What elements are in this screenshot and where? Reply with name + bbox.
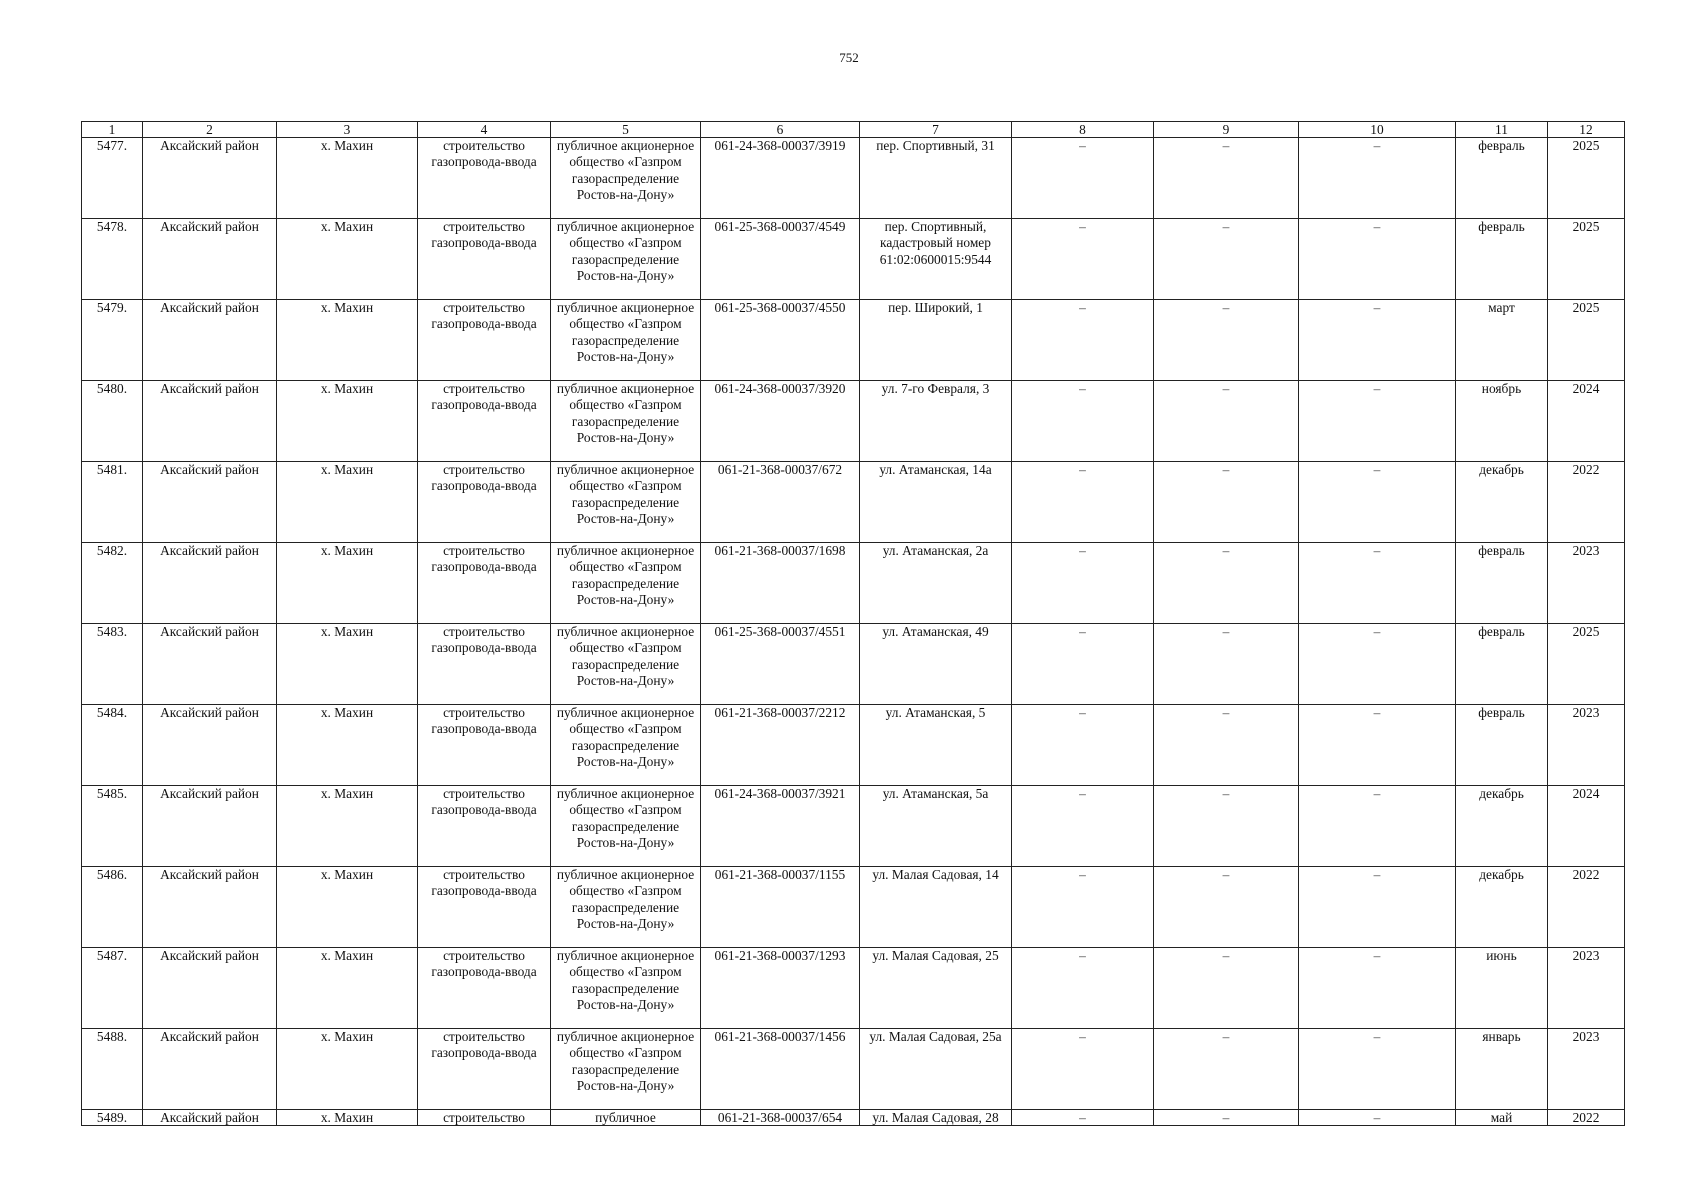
year-cell: 2023	[1548, 705, 1625, 786]
table-row	[82, 786, 1625, 867]
col8-cell: –	[1012, 543, 1154, 624]
registry-number-cell: 061-25-368-00037/4550	[701, 300, 860, 381]
district-cell: Аксайский район	[143, 381, 277, 462]
year-cell: 2025	[1548, 624, 1625, 705]
organization-cell: публичное акционерное общество «Газпром газораспределение Ростов-на-Дону»	[551, 624, 701, 705]
district-cell: Аксайский район	[143, 1110, 277, 1126]
col8-cell: –	[1012, 1110, 1154, 1126]
table-row	[82, 1029, 1625, 1110]
row-number: 5487.	[82, 948, 143, 1029]
month-cell: декабрь	[1456, 867, 1548, 948]
row-number: 5489.	[82, 1110, 143, 1126]
row-number: 5486.	[82, 867, 143, 948]
registry-table	[81, 121, 1625, 1126]
col9-cell: –	[1154, 786, 1299, 867]
registry-number-cell: 061-25-368-00037/4551	[701, 624, 860, 705]
column-header: 5	[551, 122, 701, 138]
organization-cell: публичное акционерное общество «Газпром газораспределение Ростов-на-Дону»	[551, 705, 701, 786]
organization-cell: публичное акционерное общество «Газпром газораспределение Ростов-на-Дону»	[551, 543, 701, 624]
registry-number-cell: 061-21-368-00037/654	[701, 1110, 860, 1126]
address-cell: ул. Атаманская, 2а	[860, 543, 1012, 624]
table-row	[82, 462, 1625, 543]
district-cell: Аксайский район	[143, 624, 277, 705]
organization-cell: публичное акционерное общество «Газпром газораспределение Ростов-на-Дону»	[551, 948, 701, 1029]
registry-number-cell: 061-24-368-00037/3919	[701, 138, 860, 219]
registry-number-cell: 061-24-368-00037/3920	[701, 381, 860, 462]
work-type-cell: строительство газопровода-ввода	[418, 867, 551, 948]
col8-cell: –	[1012, 300, 1154, 381]
registry-number-cell: 061-21-368-00037/1293	[701, 948, 860, 1029]
district-cell: Аксайский район	[143, 1029, 277, 1110]
col10-cell: –	[1299, 138, 1456, 219]
month-cell: февраль	[1456, 219, 1548, 300]
row-number: 5485.	[82, 786, 143, 867]
year-cell: 2024	[1548, 786, 1625, 867]
col9-cell: –	[1154, 219, 1299, 300]
settlement-cell: х. Махин	[277, 786, 418, 867]
registry-number-cell: 061-25-368-00037/4549	[701, 219, 860, 300]
row-number: 5484.	[82, 705, 143, 786]
col10-cell: –	[1299, 948, 1456, 1029]
row-number: 5479.	[82, 300, 143, 381]
table-row	[82, 300, 1625, 381]
column-header: 3	[277, 122, 418, 138]
address-cell: ул. Малая Садовая, 25а	[860, 1029, 1012, 1110]
table-row	[82, 624, 1625, 705]
address-cell: пер. Спортивный, 31	[860, 138, 1012, 219]
settlement-cell: х. Махин	[277, 219, 418, 300]
district-cell: Аксайский район	[143, 138, 277, 219]
organization-cell: публичное	[551, 1110, 701, 1126]
col8-cell: –	[1012, 948, 1154, 1029]
col9-cell: –	[1154, 867, 1299, 948]
month-cell: февраль	[1456, 138, 1548, 219]
district-cell: Аксайский район	[143, 300, 277, 381]
address-cell: пер. Спортивный, кадастровый номер 61:02:0600015:9544	[860, 219, 1012, 300]
col9-cell: –	[1154, 138, 1299, 219]
work-type-cell: строительство	[418, 1110, 551, 1126]
row-number: 5480.	[82, 381, 143, 462]
year-cell: 2022	[1548, 867, 1625, 948]
settlement-cell: х. Махин	[277, 1110, 418, 1126]
month-cell: декабрь	[1456, 786, 1548, 867]
organization-cell: публичное акционерное общество «Газпром газораспределение Ростов-на-Дону»	[551, 219, 701, 300]
work-type-cell: строительство газопровода-ввода	[418, 948, 551, 1029]
col10-cell: –	[1299, 381, 1456, 462]
year-cell: 2025	[1548, 300, 1625, 381]
col8-cell: –	[1012, 381, 1154, 462]
address-cell: ул. Атаманская, 5	[860, 705, 1012, 786]
row-number: 5482.	[82, 543, 143, 624]
col9-cell: –	[1154, 462, 1299, 543]
column-header: 1	[82, 122, 143, 138]
district-cell: Аксайский район	[143, 867, 277, 948]
col10-cell: –	[1299, 1029, 1456, 1110]
registry-number-cell: 061-21-368-00037/1456	[701, 1029, 860, 1110]
organization-cell: публичное акционерное общество «Газпром газораспределение Ростов-на-Дону»	[551, 138, 701, 219]
organization-cell: публичное акционерное общество «Газпром газораспределение Ростов-на-Дону»	[551, 300, 701, 381]
month-cell: май	[1456, 1110, 1548, 1126]
settlement-cell: х. Махин	[277, 138, 418, 219]
col8-cell: –	[1012, 138, 1154, 219]
row-number: 5488.	[82, 1029, 143, 1110]
registry-number-cell: 061-21-368-00037/1698	[701, 543, 860, 624]
row-number: 5477.	[82, 138, 143, 219]
column-header: 2	[143, 122, 277, 138]
month-cell: ноябрь	[1456, 381, 1548, 462]
col9-cell: –	[1154, 381, 1299, 462]
col10-cell: –	[1299, 219, 1456, 300]
col10-cell: –	[1299, 867, 1456, 948]
col9-cell: –	[1154, 1110, 1299, 1126]
organization-cell: публичное акционерное общество «Газпром газораспределение Ростов-на-Дону»	[551, 786, 701, 867]
col9-cell: –	[1154, 948, 1299, 1029]
address-cell: ул. Атаманская, 14а	[860, 462, 1012, 543]
month-cell: март	[1456, 300, 1548, 381]
work-type-cell: строительство газопровода-ввода	[418, 462, 551, 543]
settlement-cell: х. Махин	[277, 543, 418, 624]
month-cell: февраль	[1456, 705, 1548, 786]
registry-number-cell: 061-21-368-00037/1155	[701, 867, 860, 948]
page-number: 752	[839, 50, 859, 65]
address-cell: ул. Малая Садовая, 14	[860, 867, 1012, 948]
settlement-cell: х. Махин	[277, 705, 418, 786]
registry-number-cell: 061-21-368-00037/672	[701, 462, 860, 543]
address-cell: ул. Малая Садовая, 25	[860, 948, 1012, 1029]
month-cell: февраль	[1456, 543, 1548, 624]
row-number: 5483.	[82, 624, 143, 705]
district-cell: Аксайский район	[143, 219, 277, 300]
column-number-row	[82, 122, 1625, 138]
work-type-cell: строительство газопровода-ввода	[418, 219, 551, 300]
col10-cell: –	[1299, 624, 1456, 705]
work-type-cell: строительство газопровода-ввода	[418, 705, 551, 786]
col10-cell: –	[1299, 543, 1456, 624]
district-cell: Аксайский район	[143, 462, 277, 543]
col9-cell: –	[1154, 543, 1299, 624]
organization-cell: публичное акционерное общество «Газпром газораспределение Ростов-на-Дону»	[551, 462, 701, 543]
column-header: 4	[418, 122, 551, 138]
year-cell: 2023	[1548, 1029, 1625, 1110]
table-row	[82, 543, 1625, 624]
work-type-cell: строительство газопровода-ввода	[418, 624, 551, 705]
address-cell: ул. 7-го Февраля, 3	[860, 381, 1012, 462]
year-cell: 2025	[1548, 219, 1625, 300]
work-type-cell: строительство газопровода-ввода	[418, 1029, 551, 1110]
work-type-cell: строительство газопровода-ввода	[418, 138, 551, 219]
col8-cell: –	[1012, 624, 1154, 705]
row-number: 5478.	[82, 219, 143, 300]
col9-cell: –	[1154, 705, 1299, 786]
address-cell: ул. Атаманская, 5а	[860, 786, 1012, 867]
year-cell: 2023	[1548, 948, 1625, 1029]
district-cell: Аксайский район	[143, 948, 277, 1029]
organization-cell: публичное акционерное общество «Газпром газораспределение Ростов-на-Дону»	[551, 867, 701, 948]
year-cell: 2023	[1548, 543, 1625, 624]
work-type-cell: строительство газопровода-ввода	[418, 786, 551, 867]
table-row	[82, 381, 1625, 462]
registry-number-cell: 061-24-368-00037/3921	[701, 786, 860, 867]
col8-cell: –	[1012, 705, 1154, 786]
col10-cell: –	[1299, 462, 1456, 543]
district-cell: Аксайский район	[143, 786, 277, 867]
col9-cell: –	[1154, 624, 1299, 705]
settlement-cell: х. Махин	[277, 1029, 418, 1110]
column-header: 8	[1012, 122, 1154, 138]
row-number: 5481.	[82, 462, 143, 543]
table-row	[82, 138, 1625, 219]
year-cell: 2022	[1548, 462, 1625, 543]
column-header: 12	[1548, 122, 1625, 138]
address-cell: ул. Атаманская, 49	[860, 624, 1012, 705]
column-header: 7	[860, 122, 1012, 138]
col8-cell: –	[1012, 786, 1154, 867]
table-row	[82, 219, 1625, 300]
year-cell: 2025	[1548, 138, 1625, 219]
col8-cell: –	[1012, 219, 1154, 300]
work-type-cell: строительство газопровода-ввода	[418, 543, 551, 624]
column-header: 6	[701, 122, 860, 138]
registry-number-cell: 061-21-368-00037/2212	[701, 705, 860, 786]
col8-cell: –	[1012, 462, 1154, 543]
table-row	[82, 948, 1625, 1029]
address-cell: пер. Широкий, 1	[860, 300, 1012, 381]
col10-cell: –	[1299, 786, 1456, 867]
col10-cell: –	[1299, 1110, 1456, 1126]
col9-cell: –	[1154, 300, 1299, 381]
work-type-cell: строительство газопровода-ввода	[418, 381, 551, 462]
settlement-cell: х. Махин	[277, 948, 418, 1029]
month-cell: июнь	[1456, 948, 1548, 1029]
column-header: 9	[1154, 122, 1299, 138]
month-cell: декабрь	[1456, 462, 1548, 543]
settlement-cell: х. Махин	[277, 462, 418, 543]
organization-cell: публичное акционерное общество «Газпром газораспределение Ростов-на-Дону»	[551, 381, 701, 462]
settlement-cell: х. Махин	[277, 867, 418, 948]
col8-cell: –	[1012, 1029, 1154, 1110]
column-header: 11	[1456, 122, 1548, 138]
district-cell: Аксайский район	[143, 543, 277, 624]
column-header: 10	[1299, 122, 1456, 138]
address-cell: ул. Малая Садовая, 28	[860, 1110, 1012, 1126]
col10-cell: –	[1299, 705, 1456, 786]
table-row	[82, 1110, 1625, 1126]
year-cell: 2022	[1548, 1110, 1625, 1126]
year-cell: 2024	[1548, 381, 1625, 462]
table-row	[82, 705, 1625, 786]
district-cell: Аксайский район	[143, 705, 277, 786]
month-cell: январь	[1456, 1029, 1548, 1110]
settlement-cell: х. Махин	[277, 300, 418, 381]
col10-cell: –	[1299, 300, 1456, 381]
settlement-cell: х. Махин	[277, 624, 418, 705]
work-type-cell: строительство газопровода-ввода	[418, 300, 551, 381]
table-row	[82, 867, 1625, 948]
col9-cell: –	[1154, 1029, 1299, 1110]
month-cell: февраль	[1456, 624, 1548, 705]
organization-cell: публичное акционерное общество «Газпром газораспределение Ростов-на-Дону»	[551, 1029, 701, 1110]
col8-cell: –	[1012, 867, 1154, 948]
settlement-cell: х. Махин	[277, 381, 418, 462]
